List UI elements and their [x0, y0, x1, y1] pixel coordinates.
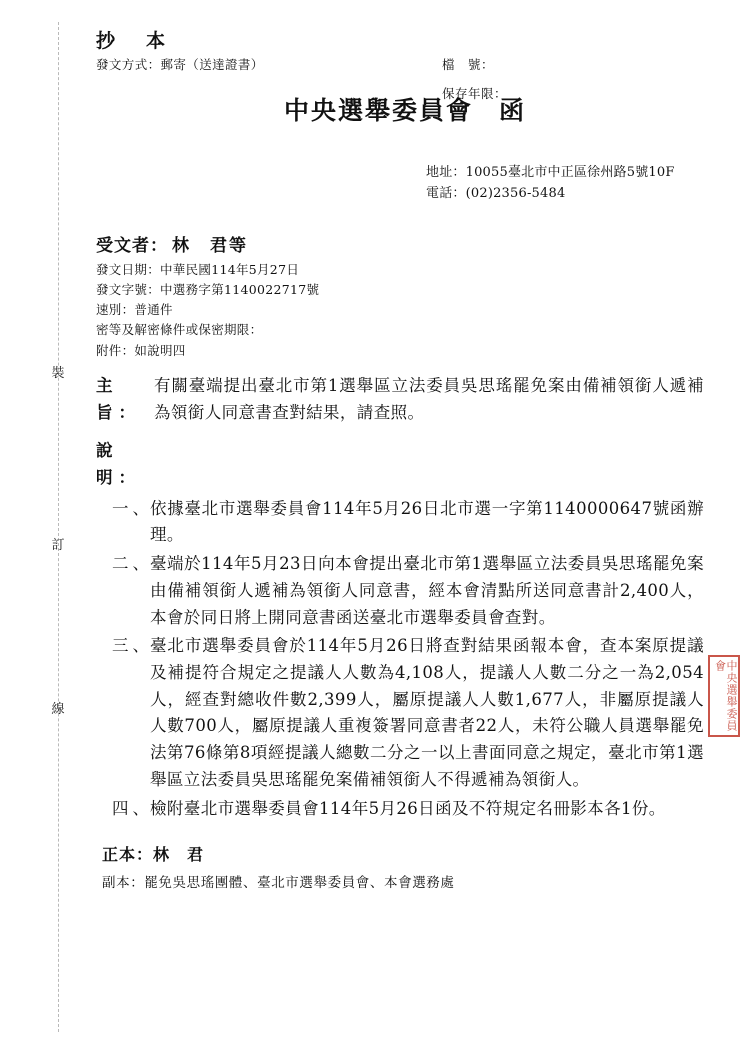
- address-line: 地址：10055臺北市中正區徐州路5號10F: [426, 165, 675, 180]
- file-fields: [442, 56, 682, 114]
- main-copy-value: 林 君: [153, 845, 205, 865]
- retention-label: 保存年限：: [442, 86, 508, 102]
- item-number: 四、: [112, 798, 153, 818]
- item-number: 三、: [112, 636, 153, 656]
- explanation-label: 說明：: [96, 441, 141, 487]
- distribution-block: [96, 842, 704, 891]
- meta-block: [96, 260, 704, 361]
- org-name: 中央選舉委員會: [283, 96, 473, 125]
- binding-mark-3: 線: [51, 702, 65, 717]
- cc-copy-row: [102, 871, 704, 891]
- subject-label: 主旨：: [96, 375, 141, 422]
- list-item: [96, 496, 704, 549]
- explanation-section: [96, 438, 704, 491]
- explanation-items: [96, 496, 704, 823]
- list-item: [96, 633, 704, 793]
- dispatch-method: 發文方式：郵寄（送達證書）: [96, 57, 264, 72]
- meta-confidential: 密等及解密條件或保密期限：: [96, 322, 263, 338]
- subject-text: 有關臺端提出臺北市第1選舉區立法委員吳思瑤罷免案由備補領銜人遞補為領銜人同意書查對結果，請查照。: [154, 375, 704, 422]
- meta-dispatch-number: 發文字號：中選務字第1140022717號: [96, 281, 320, 297]
- recipient-row: [96, 231, 704, 256]
- document-content: [96, 26, 704, 891]
- address-block: [426, 163, 704, 205]
- recipient-label: 受文者：: [96, 235, 168, 256]
- recipient-name: 林 君等: [172, 235, 248, 256]
- item-text: 臺北市選舉委員會於114年5月26日將查對結果函報本會，查本案原提議及補提符合規定之提議人人數為4,108人，提議人人數二分之一為2,054人，經查對總收件數2,399人，屬原提議人人數1,677人，非屬原提議人人數700人，屬原提議人重複簽署同意書者22人，未符公職人員選舉罷免法第76條第8項經提議人總數二分之一以上書面同意之規定，臺北市第1選舉區立法委員吳思瑤罷免案備補領銜人不得遞補為領銜人。: [150, 636, 704, 789]
- meta-attachment: 附件：如說明四: [96, 342, 186, 358]
- subject-section: [96, 373, 704, 426]
- item-text: 依據臺北市選舉委員會114年5月26日北市選一字第1140000647號函辦理。: [150, 498, 704, 545]
- binding-margin: [51, 22, 81, 1032]
- phone-line: 電話：(02)2356-5484: [426, 185, 566, 201]
- list-item: [96, 551, 704, 631]
- item-text: 檢附臺北市選舉委員會114年5月26日函及不符規定名冊影本各1份。: [150, 798, 666, 818]
- item-text: 臺端於114年5月23日向本會提出臺北市第1選舉區立法委員吳思瑤罷免案由備補領銜人遞補為領銜人同意書，經本會清點所送同意書計2,400人，本會於同日將上開同意書函送臺北市選舉委員會查對。: [150, 554, 704, 627]
- item-number: 一、: [112, 498, 153, 518]
- copy-label: 抄 本: [96, 30, 172, 52]
- cc-copy-value: 罷免吳思瑤團體、臺北市選舉委員會、本會選務處: [144, 875, 455, 892]
- file-number-label: 檔 號：: [442, 57, 495, 72]
- official-seal: 中央選舉委員會: [708, 655, 740, 737]
- list-item: [96, 796, 704, 823]
- cc-copy-label: 副本：: [102, 875, 145, 892]
- binding-mark-1: 裝: [51, 366, 65, 381]
- doc-type: 函: [499, 96, 527, 125]
- meta-dispatch-date: 發文日期：中華民國114年5月27日: [96, 261, 300, 277]
- meta-speed: 速別：普通件: [96, 302, 173, 318]
- main-copy-row: [102, 842, 704, 865]
- item-number: 二、: [112, 554, 153, 574]
- binding-mark-2: 訂: [51, 538, 65, 553]
- main-copy-label: 正本：: [102, 845, 154, 865]
